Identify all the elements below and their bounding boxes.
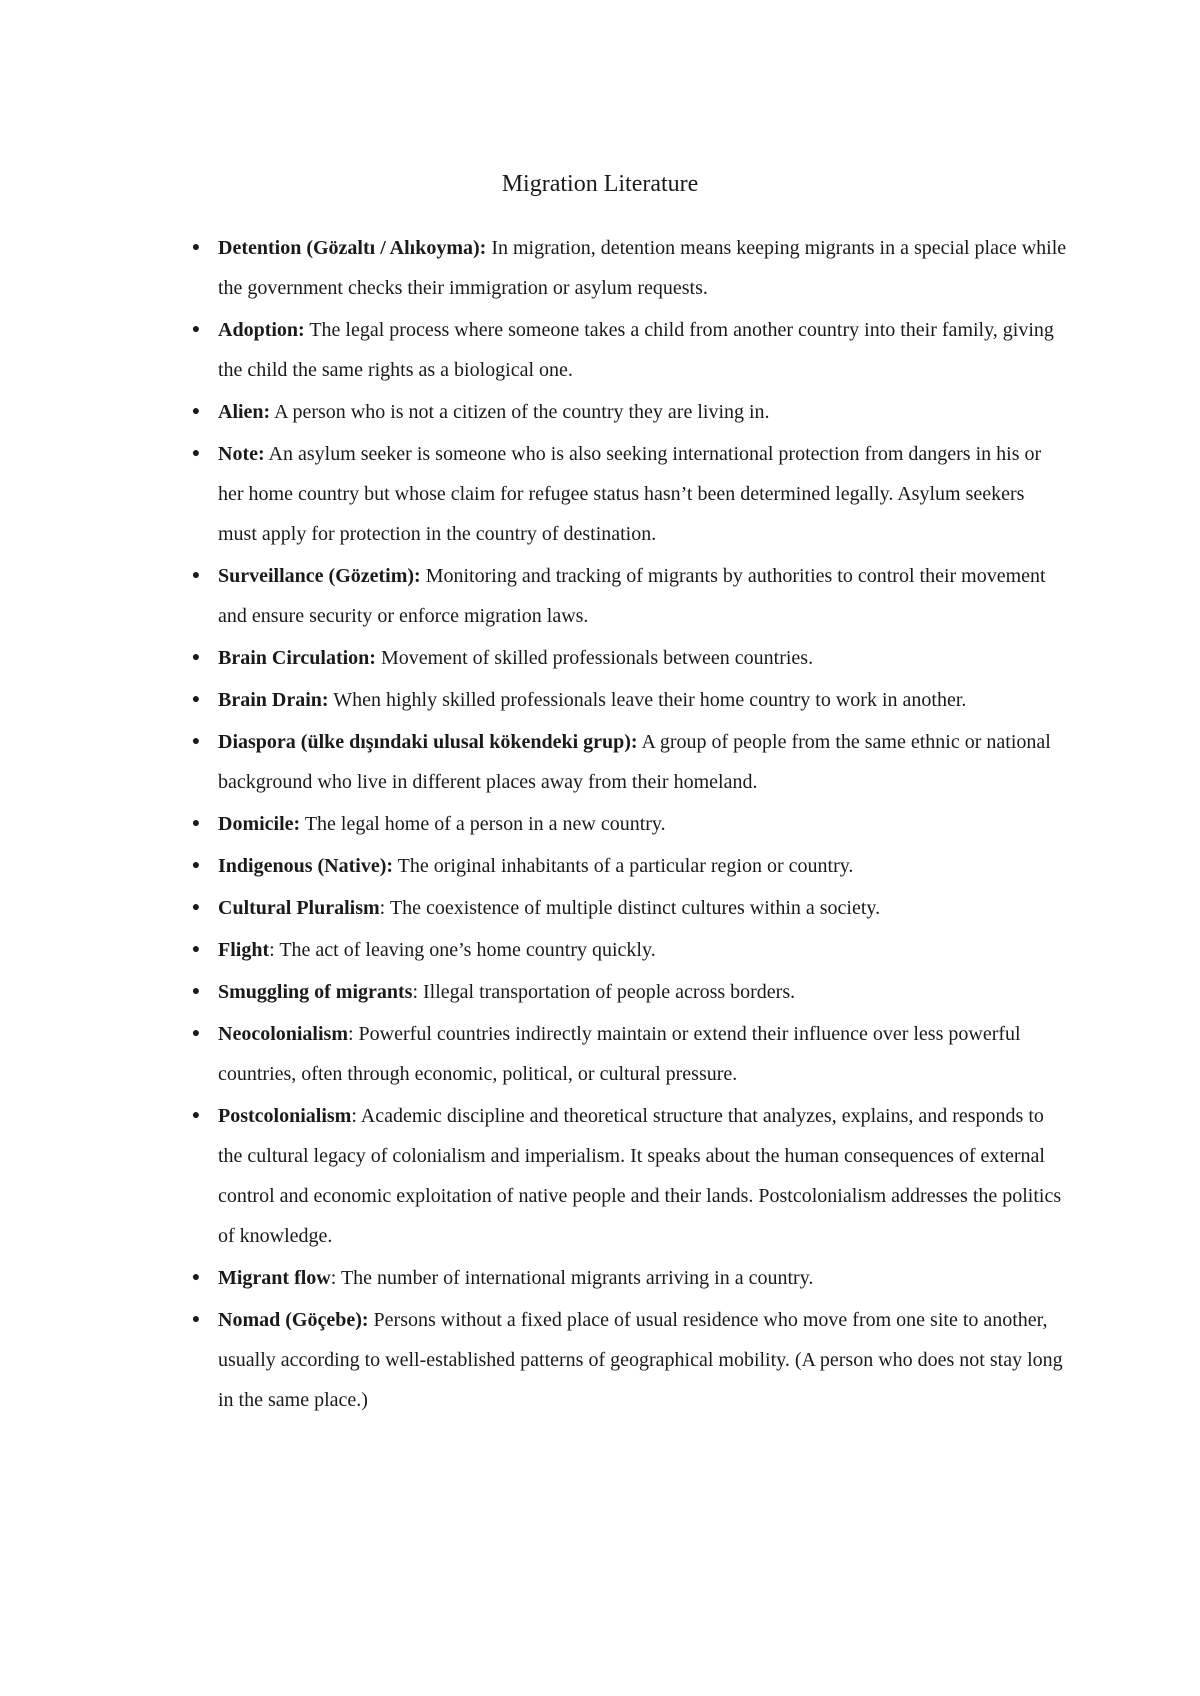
term-item: [191, 638, 1068, 678]
bullet-icon: ●: [191, 858, 201, 873]
term-name: Migrant flow: [218, 1267, 331, 1289]
term-item: [191, 680, 1068, 720]
term-name: Brain Drain:: [218, 689, 329, 711]
term-name: Diaspora (ülke dışındaki ulusal kökendeki grup):: [218, 731, 638, 753]
term-definition: When highly skilled professionals leave their home country to work in another.: [328, 689, 967, 711]
document-title: Migration Literature: [501, 171, 699, 197]
term-name: Flight: [218, 939, 270, 961]
term-name: Domicile:: [218, 813, 301, 835]
term-item: [191, 310, 1068, 390]
bullet-icon: ●: [191, 984, 201, 999]
term-item: [191, 434, 1068, 554]
term-name: Detention (Gözaltı / Alıkoyma):: [218, 237, 487, 259]
bullet-icon: ●: [191, 734, 201, 749]
term-definition: The original inhabitants of a particular region or country.: [393, 855, 854, 877]
term-item: [191, 804, 1068, 844]
term-definition: : The number of international migrants arriving in a country.: [330, 1267, 814, 1289]
bullet-icon: ●: [191, 1270, 201, 1285]
term-item: [191, 228, 1068, 308]
bullet-icon: ●: [191, 1026, 201, 1041]
bullet-icon: ●: [191, 1312, 201, 1327]
term-name: Indigenous (Native):: [218, 855, 394, 877]
term-item: [191, 722, 1068, 802]
term-item: [191, 1300, 1068, 1420]
term-definition: : Powerful countries indirectly maintain or extend their influence over less powerful countries, often through economic, political, or cultural pressure.: [218, 1023, 1021, 1085]
term-item: [191, 1096, 1068, 1256]
bullet-icon: ●: [191, 322, 201, 337]
bullet-icon: ●: [191, 900, 201, 915]
term-definition: : Illegal transportation of people across borders.: [412, 981, 796, 1003]
term-item: [191, 972, 1068, 1012]
term-list: [191, 228, 1068, 1422]
term-name: Postcolonialism: [218, 1105, 352, 1127]
term-definition: Movement of skilled professionals between countries.: [375, 647, 814, 669]
bullet-icon: ●: [191, 816, 201, 831]
term-definition: Persons without a fixed place of usual residence who move from one site to another, usually according to well-established patterns of geographical mobility. (A person who does not stay long in the same place.): [218, 1309, 1063, 1411]
bullet-icon: ●: [191, 404, 201, 419]
term-name: Note:: [218, 443, 265, 465]
term-name: Neocolonialism: [218, 1023, 348, 1045]
term-definition: In migration, detention means keeping migrants in a special place while the government checks their immigration or asylum requests.: [218, 237, 1067, 299]
term-definition: : The act of leaving one’s home country quickly.: [269, 939, 656, 961]
term-item: [191, 392, 1068, 432]
term-name: Surveillance (Gözetim):: [218, 565, 421, 587]
term-name: Brain Circulation:: [218, 647, 376, 669]
term-definition: : Academic discipline and theoretical structure that analyzes, explains, and responds to the cultural legacy of colonialism and imperialism. It speaks about the human consequences of external control and economic exploitation of native people and their lands. Postcolonialism addresses the politics of knowledge.: [218, 1105, 1062, 1247]
term-definition: The legal process where someone takes a child from another country into their family, giving the child the same rights as a biological one.: [218, 319, 1054, 381]
term-name: Nomad (Göçebe):: [218, 1309, 369, 1331]
term-item: [191, 556, 1068, 636]
term-item: [191, 930, 1068, 970]
bullet-icon: ●: [191, 1108, 201, 1123]
term-name: Adoption:: [218, 319, 305, 341]
term-definition: An asylum seeker is someone who is also seeking international protection from dangers in his or her home country but whose claim for refugee status hasn’t been determined legally. Asylum seekers must apply for protection in the country of destination.: [218, 443, 1042, 545]
term-name: Smuggling of migrants: [218, 981, 413, 1003]
bullet-icon: ●: [191, 446, 201, 461]
term-item: [191, 846, 1068, 886]
bullet-icon: ●: [191, 692, 201, 707]
term-definition: A group of people from the same ethnic or national background who live in different places away from their homeland.: [218, 731, 1051, 793]
term-definition: The legal home of a person in a new country.: [300, 813, 666, 835]
term-item: [191, 1258, 1068, 1298]
term-definition: : The coexistence of multiple distinct cultures within a society.: [379, 897, 881, 919]
term-definition: Monitoring and tracking of migrants by authorities to control their movement and ensure security or enforce migration laws.: [218, 565, 1046, 627]
bullet-icon: ●: [191, 568, 201, 583]
term-item: [191, 1014, 1068, 1094]
term-definition: A person who is not a citizen of the country they are living in.: [270, 401, 770, 423]
bullet-icon: ●: [191, 240, 201, 255]
bullet-icon: ●: [191, 942, 201, 957]
term-name: Alien:: [218, 401, 271, 423]
bullet-icon: ●: [191, 650, 201, 665]
term-item: [191, 888, 1068, 928]
term-name: Cultural Pluralism: [218, 897, 380, 919]
